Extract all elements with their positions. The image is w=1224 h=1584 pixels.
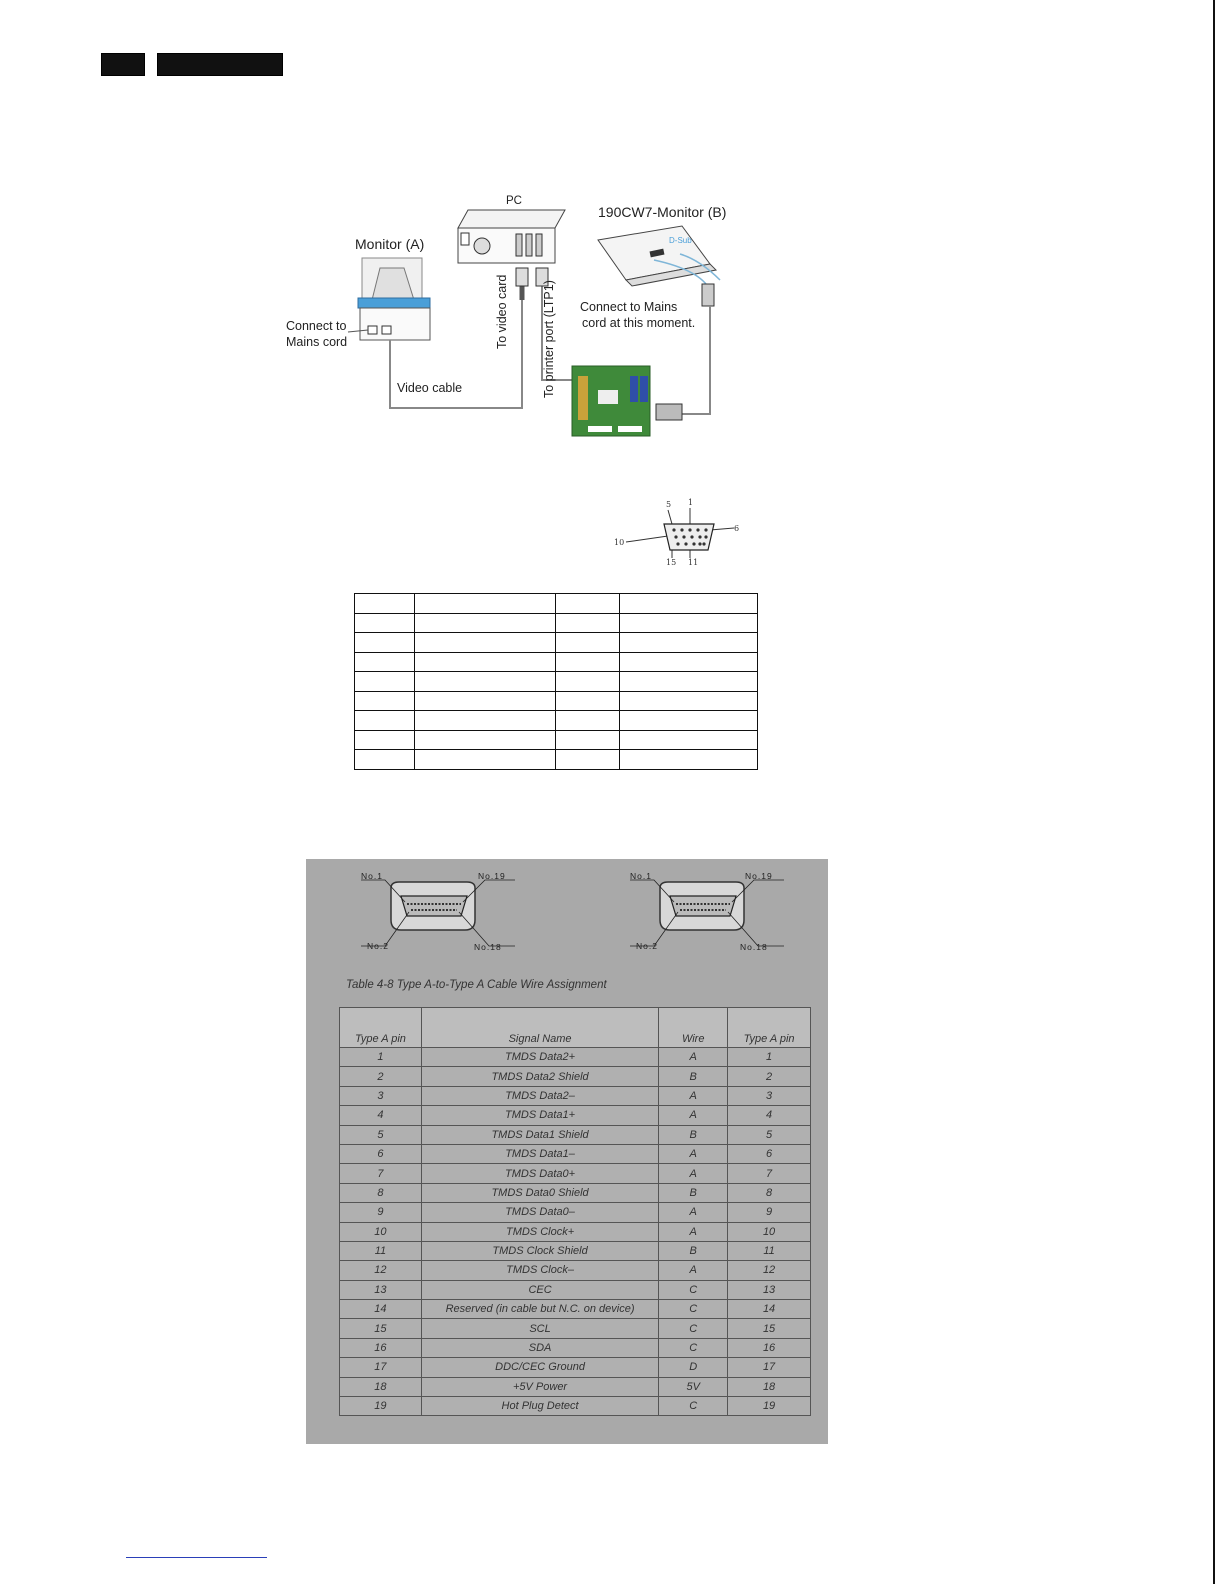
hdmi-cell-pin-b: 6 (728, 1144, 811, 1163)
vga-table-row (355, 613, 758, 633)
vga-table-cell (415, 633, 556, 653)
hdmi-cell-pin-b: 3 (728, 1086, 811, 1105)
hdmi-cell-pin-b: 16 (728, 1338, 811, 1357)
right-edge-rule (1213, 0, 1215, 1584)
monitor-a-label: Monitor (A) (355, 236, 425, 252)
vga-table-cell (355, 652, 415, 672)
vga-table-row (355, 711, 758, 731)
hdmi-cell-wire: C (659, 1300, 728, 1319)
vga-table-cell (620, 711, 758, 731)
hdmi-cell-pin-b: 12 (728, 1261, 811, 1280)
hdmi-left-no2: No.2 (367, 941, 389, 951)
connect-mains-b-line2: cord at this moment. (582, 316, 696, 330)
vga-table-cell (415, 652, 556, 672)
hdmi-cell-pin-b: 11 (728, 1241, 811, 1260)
vga-table-cell (415, 730, 556, 750)
footer-link-underline[interactable] (126, 1557, 267, 1558)
hdmi-cell-signal: Reserved (in cable but N.C. on device) (421, 1300, 658, 1319)
hdmi-table-row (340, 1086, 811, 1105)
hdmi-cell-pin-a: 12 (340, 1261, 422, 1280)
hdmi-cell-pin-a: 6 (340, 1144, 422, 1163)
hdmi-cell-pin-b: 17 (728, 1358, 811, 1377)
hdmi-table-row (340, 1222, 811, 1241)
hdmi-cell-signal: TMDS Clock Shield (421, 1241, 658, 1260)
hdmi-cell-pin-b: 10 (728, 1222, 811, 1241)
hdmi-cell-wire: A (659, 1222, 728, 1241)
vga-pin-1: 1 (688, 498, 694, 507)
vga-pin-15: 15 (666, 558, 677, 567)
hdmi-cell-pin-a: 8 (340, 1183, 422, 1202)
vga-table-cell (556, 730, 620, 750)
hdmi-cell-wire: 5V (659, 1377, 728, 1396)
hdmi-header-pin-a: Type A pin (340, 1008, 422, 1048)
hdmi-table-caption: Table 4-8 Type A-to-Type A Cable Wire Assignment (346, 979, 607, 991)
vga-table-row (355, 691, 758, 711)
hdmi-wire-table (339, 1007, 811, 1416)
hdmi-cell-wire: C (659, 1338, 728, 1357)
hdmi-cell-pin-a: 2 (340, 1067, 422, 1086)
hdmi-right-no2: No.2 (636, 941, 658, 951)
hdmi-cell-pin-b: 18 (728, 1377, 811, 1396)
vga-table-cell (355, 633, 415, 653)
vga-pin-6: 6 (734, 524, 740, 533)
hdmi-cell-wire: A (659, 1164, 728, 1183)
hdmi-table-row (340, 1397, 811, 1416)
hdmi-right-no19: No.19 (745, 871, 773, 881)
hdmi-table-row (340, 1048, 811, 1067)
hdmi-cell-signal: TMDS Clock– (421, 1261, 658, 1280)
vga-table-cell (355, 594, 415, 614)
hdmi-table-row (340, 1144, 811, 1163)
hdmi-cell-wire: A (659, 1048, 728, 1067)
hdmi-table-row (340, 1300, 811, 1319)
hdmi-cell-pin-b: 9 (728, 1203, 811, 1222)
hdmi-cell-pin-a: 11 (340, 1241, 422, 1260)
vga-table-cell (355, 711, 415, 731)
monitor-b-illustration (598, 226, 720, 306)
hdmi-cell-pin-a: 15 (340, 1319, 422, 1338)
vga-table-cell (620, 750, 758, 770)
hdmi-cell-pin-b: 5 (728, 1125, 811, 1144)
vga-table-cell (620, 594, 758, 614)
vga-table-cell (355, 613, 415, 633)
hdmi-left-no18: No.18 (474, 942, 502, 952)
hdmi-cell-signal: TMDS Data2 Shield (421, 1067, 658, 1086)
hdmi-table-row (340, 1261, 811, 1280)
vga-table-cell (415, 613, 556, 633)
vga-pin-5: 5 (666, 500, 672, 509)
interface-board (572, 366, 650, 436)
connect-mains-a-line2: Mains cord (286, 335, 348, 349)
vga-connector-diagram (612, 496, 744, 572)
hdmi-cell-wire: B (659, 1125, 728, 1144)
hdmi-table-row (340, 1377, 811, 1396)
hdmi-cell-wire: B (659, 1241, 728, 1260)
vga-table-cell (620, 652, 758, 672)
hdmi-left-no1: No.1 (361, 871, 383, 881)
hdmi-cell-pin-a: 9 (340, 1203, 422, 1222)
hdmi-cell-pin-a: 18 (340, 1377, 422, 1396)
hdmi-table-row (340, 1241, 811, 1260)
hdmi-cell-pin-a: 5 (340, 1125, 422, 1144)
hdmi-header-signal: Signal Name (421, 1008, 658, 1048)
dsub-label: D-Sub (669, 236, 692, 245)
video-cable-label: Video cable (397, 381, 463, 395)
vga-table-cell (620, 691, 758, 711)
hdmi-cell-pin-a: 10 (340, 1222, 422, 1241)
vga-table-cell (620, 672, 758, 692)
vga-table-cell (556, 672, 620, 692)
vga-table-cell (556, 691, 620, 711)
hdmi-cell-wire: C (659, 1280, 728, 1299)
vga-table-cell (415, 672, 556, 692)
vga-table-cell (415, 594, 556, 614)
hdmi-cell-pin-a: 7 (340, 1164, 422, 1183)
vga-table-cell (556, 594, 620, 614)
hdmi-cell-pin-a: 1 (340, 1048, 422, 1067)
hdmi-cell-signal: TMDS Clock+ (421, 1222, 658, 1241)
pc-illustration (458, 210, 565, 263)
vga-table-cell (355, 750, 415, 770)
hdmi-cell-pin-a: 13 (340, 1280, 422, 1299)
hdmi-cell-pin-a: 4 (340, 1106, 422, 1125)
hdmi-cell-pin-b: 19 (728, 1397, 811, 1416)
vga-table-row (355, 652, 758, 672)
vga-table-cell (556, 633, 620, 653)
hdmi-cell-pin-a: 3 (340, 1086, 422, 1105)
vga-table-cell (355, 672, 415, 692)
hdmi-cell-signal: CEC (421, 1280, 658, 1299)
hdmi-cell-pin-b: 13 (728, 1280, 811, 1299)
hdmi-cell-signal: SDA (421, 1338, 658, 1357)
hdmi-cell-signal: TMDS Data1 Shield (421, 1125, 658, 1144)
hdmi-table-row (340, 1280, 811, 1299)
hdmi-cell-signal: TMDS Data0+ (421, 1164, 658, 1183)
hdmi-table-row (340, 1106, 811, 1125)
to-printer-port-label: To printer port (LTP1) (542, 280, 556, 398)
vga-table-cell (556, 613, 620, 633)
hdmi-cell-pin-b: 1 (728, 1048, 811, 1067)
hdmi-cell-wire: A (659, 1203, 728, 1222)
vga-pin-table (354, 593, 758, 770)
hdmi-cell-wire: A (659, 1106, 728, 1125)
hdmi-cell-signal: TMDS Data1– (421, 1144, 658, 1163)
header-page-box (101, 53, 145, 76)
hdmi-cell-signal: TMDS Data1+ (421, 1106, 658, 1125)
pc-label: PC (506, 195, 522, 207)
vga-table-cell (556, 652, 620, 672)
hdmi-cell-pin-a: 19 (340, 1397, 422, 1416)
header-title-box (157, 53, 283, 76)
vga-table-cell (355, 730, 415, 750)
hdmi-cell-pin-a: 14 (340, 1300, 422, 1319)
hdmi-cell-signal: TMDS Data0– (421, 1203, 658, 1222)
hdmi-table-row (340, 1203, 811, 1222)
hdmi-table-row (340, 1358, 811, 1377)
vga-table-cell (355, 691, 415, 711)
vga-table-cell (415, 711, 556, 731)
hdmi-table-row (340, 1125, 811, 1144)
vga-table-cell (556, 750, 620, 770)
hdmi-cell-signal: DDC/CEC Ground (421, 1358, 658, 1377)
hdmi-table-row (340, 1067, 811, 1086)
hdmi-header-pin-b: Type A pin (728, 1008, 811, 1048)
hdmi-header-wire: Wire (659, 1008, 728, 1048)
hdmi-cell-pin-b: 7 (728, 1164, 811, 1183)
hdmi-cell-wire: C (659, 1397, 728, 1416)
hdmi-cell-pin-b: 4 (728, 1106, 811, 1125)
vga-table-row (355, 633, 758, 653)
hdmi-right-no18: No.18 (740, 942, 768, 952)
hdmi-cell-wire: A (659, 1144, 728, 1163)
hdmi-cell-signal: SCL (421, 1319, 658, 1338)
monitor-a-illustration (348, 258, 430, 340)
vga-pin-11: 11 (688, 558, 699, 567)
hdmi-cell-wire: A (659, 1086, 728, 1105)
vga-table-cell (620, 633, 758, 653)
vga-table-cell (620, 613, 758, 633)
hdmi-cell-wire: C (659, 1319, 728, 1338)
hdmi-cell-signal: TMDS Data2– (421, 1086, 658, 1105)
hdmi-cell-signal: +5V Power (421, 1377, 658, 1396)
hdmi-cell-pin-a: 17 (340, 1358, 422, 1377)
hdmi-right-no1: No.1 (630, 871, 652, 881)
vga-table-cell (415, 750, 556, 770)
hdmi-table-row (340, 1319, 811, 1338)
hdmi-cell-wire: B (659, 1183, 728, 1202)
connect-mains-b-line1: Connect to Mains (580, 300, 678, 314)
hdmi-cell-signal: TMDS Data2+ (421, 1048, 658, 1067)
hdmi-cell-wire: D (659, 1358, 728, 1377)
monitor-b-label: 190CW7-Monitor (B) (598, 204, 727, 220)
hdmi-cell-pin-b: 15 (728, 1319, 811, 1338)
vga-table-row (355, 750, 758, 770)
hdmi-table-row (340, 1183, 811, 1202)
connect-mains-a-line1: Connect to (286, 319, 347, 333)
vga-table-row (355, 594, 758, 614)
hdmi-cell-pin-b: 14 (728, 1300, 811, 1319)
vga-pin-10: 10 (614, 538, 625, 547)
vga-table-row (355, 730, 758, 750)
vga-table-cell (620, 730, 758, 750)
to-video-card-label: To video card (495, 274, 509, 349)
vga-table-row (355, 672, 758, 692)
vga-table-cell (415, 691, 556, 711)
hdmi-left-no19: No.19 (478, 871, 506, 881)
hdmi-cell-signal: Hot Plug Detect (421, 1397, 658, 1416)
hdmi-cell-pin-b: 8 (728, 1183, 811, 1202)
hdmi-cell-pin-b: 2 (728, 1067, 811, 1086)
hdmi-cell-wire: A (659, 1261, 728, 1280)
hdmi-cell-signal: TMDS Data0 Shield (421, 1183, 658, 1202)
hdmi-cell-pin-a: 16 (340, 1338, 422, 1357)
vga-table-cell (556, 711, 620, 731)
hdmi-cell-wire: B (659, 1067, 728, 1086)
hdmi-table-row (340, 1164, 811, 1183)
hdmi-table-row (340, 1338, 811, 1357)
